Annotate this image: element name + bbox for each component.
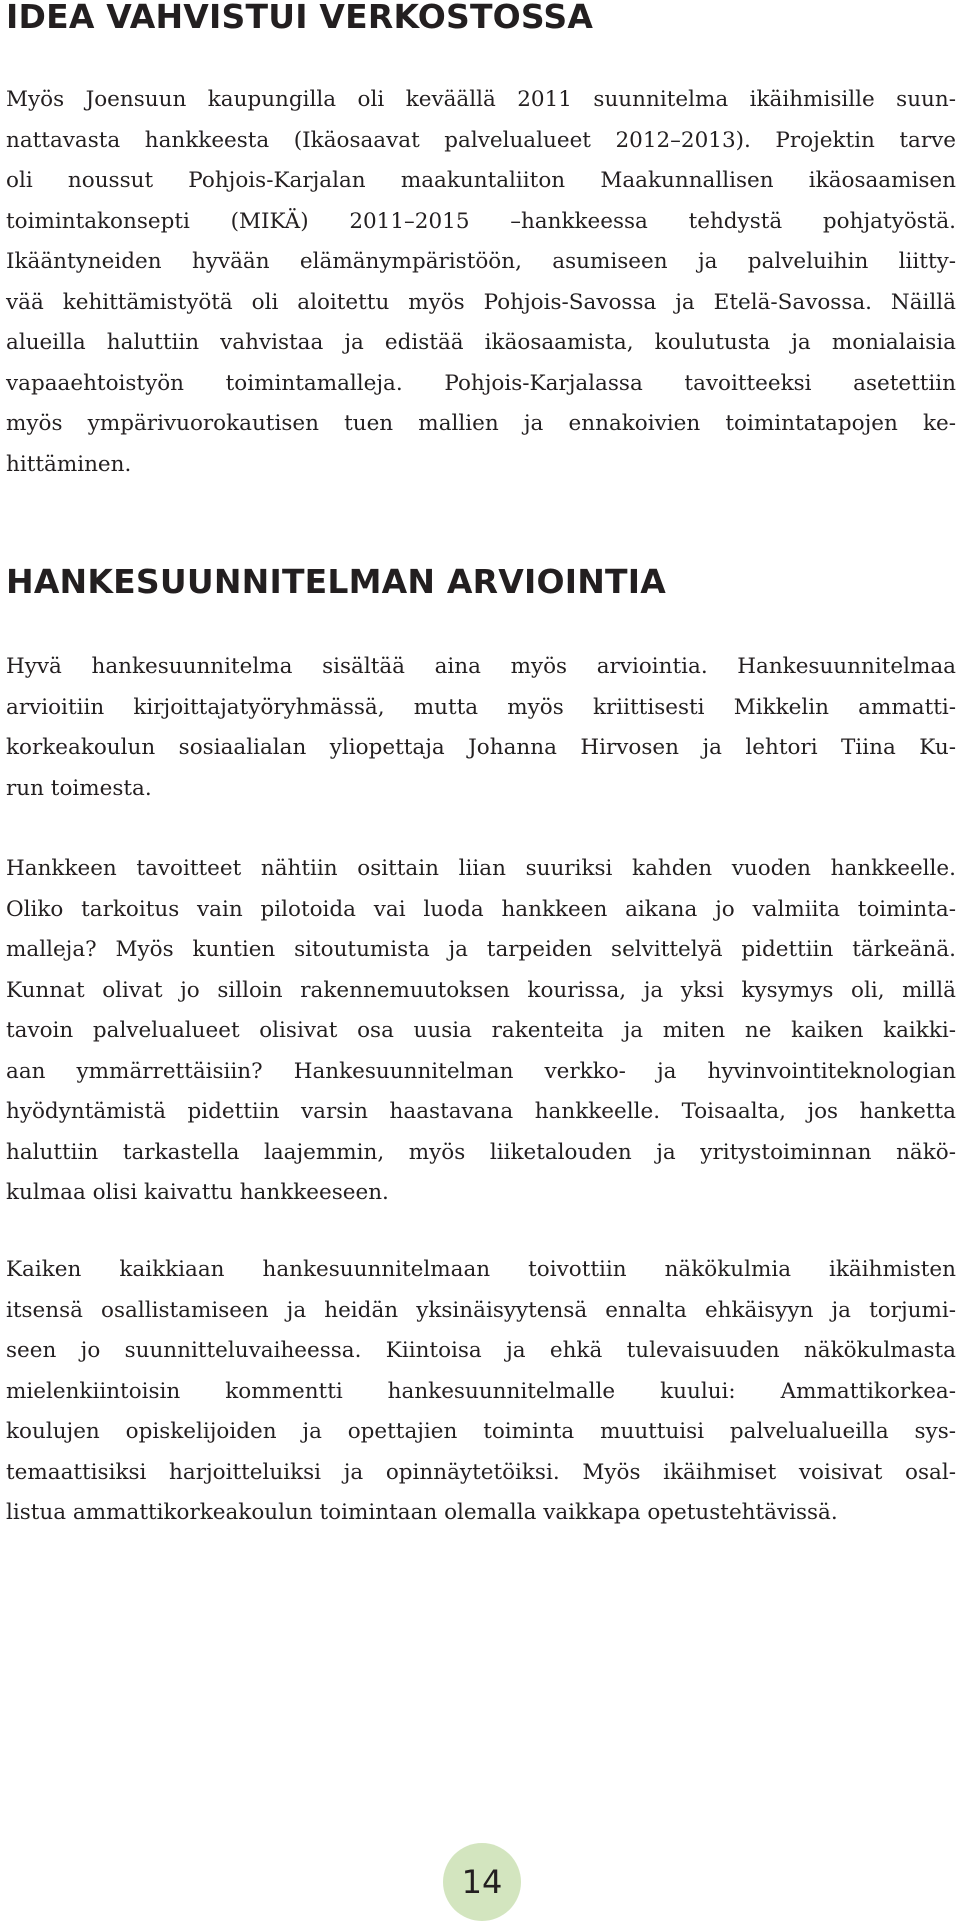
text-line: myös ympärivuorokautisen tuen mallien ja ennakoivien toimintatapojen ke- — [6, 411, 956, 436]
text-line: oli noussut Pohjois-Karjalan maakuntaliiton Maakunnallisen ikäosaamisen — [6, 168, 956, 193]
text-line: itsensä osallistamiseen ja heidän yksinäisyytensä ennalta ehkäisyyn ja torjumi- — [6, 1297, 956, 1323]
text-line: nattavasta hankkeesta (Ikäosaavat palvelualueet 2012–2013). Projektin tarve — [6, 127, 956, 153]
text-line: Kaiken kaikkiaan hankesuunnitelmaan toivottiin näkökulmia ikäihmisten — [6, 1257, 956, 1282]
paragraph-arviointi-1 — [6, 647, 956, 809]
paragraph-arviointi-3 — [6, 1250, 956, 1534]
text-line: Ikääntyneiden hyvään elämänympäristöön, asumiseen ja palveluihin liitty- — [6, 249, 956, 274]
text-line: malleja? Myös kuntien sitoutumista ja tarpeiden selvittelyä pidettiin tärkeänä. — [6, 937, 956, 962]
text-line: haluttiin tarkastella laajemmin, myös liiketalouden ja yritystoiminnan näkö- — [6, 1139, 956, 1165]
text-line: vää kehittämistyötä oli aloitettu myös Pohjois-Savossa ja Etelä-Savossa. Näillä — [6, 289, 956, 315]
text-line: Oliko tarkoitus vain pilotoida vai luoda hankkeen aikana jo valmiita toiminta- — [6, 896, 956, 922]
text-line: vapaaehtoistyön toimintamalleja. Pohjois-Karjalassa tavoitteeksi asetettiin — [6, 370, 956, 396]
text-line: listua ammattikorkeakoulun toimintaan olemalla vaikkapa opetustehtävissä. — [6, 1500, 838, 1525]
paragraph-idea — [6, 80, 956, 485]
text-line: hittäminen. — [6, 451, 132, 477]
text-line: tavoin palvelualueet olisivat osa uusia rakenteita ja miten ne kaiken kaikki- — [6, 1018, 956, 1043]
text-line: mielenkiintoisin kommentti hankesuunnitelmalle kuului: Ammattikorkea- — [6, 1378, 956, 1404]
text-line: Kunnat olivat jo silloin rakennemuutoksen kourissa, ja yksi kysymys oli, millä — [6, 977, 956, 1003]
text-line: seen jo suunnitteluvaiheessa. Kiintoisa ja ehkä tulevaisuuden näkökulmasta — [6, 1338, 956, 1363]
paragraph-arviointi-2 — [6, 849, 956, 1214]
text-line: run toimesta. — [6, 775, 152, 801]
text-line: Hankkeen tavoitteet nähtiin osittain liian suuriksi kahden vuoden hankkeelle. — [6, 856, 956, 881]
text-line: kulmaa olisi kaivattu hankkeeseen. — [6, 1180, 389, 1205]
text-line: toimintakonsepti (MIKÄ) 2011–2015 –hankkeessa tehdystä pohjatyöstä. — [6, 208, 956, 234]
text-line: hyödyntämistä pidettiin varsin haastavana hankkeelle. Toisaalta, jos hanketta — [6, 1099, 956, 1124]
text-line: alueilla haluttiin vahvistaa ja edistää ikäosaamista, koulutusta ja monialaisia — [6, 330, 956, 355]
section-heading-hankesuunnitelman-arviointia: HANKESUUNNITELMAN ARVIOINTIA — [6, 562, 666, 601]
page-number-badge: 14 — [443, 1843, 521, 1921]
text-line: Myös Joensuun kaupungilla oli keväällä 2011 suunnitelma ikäihmisille suun- — [6, 87, 956, 112]
text-line: arvioitiin kirjoittajatyöryhmässä, mutta myös kriittisesti Mikkelin ammatti- — [6, 694, 956, 720]
text-line: aan ymmärrettäisiin? Hankesuunnitelman verkko- ja hyvinvointiteknologian — [6, 1058, 956, 1084]
text-line: koulujen opiskelijoiden ja opettajien toiminta muuttuisi palvelualueilla sys- — [6, 1419, 956, 1444]
text-line: korkeakoulun sosiaalialan yliopettaja Johanna Hirvosen ja lehtori Tiina Ku- — [6, 735, 956, 760]
text-line: temaattisiksi harjoitteluiksi ja opinnäytetöiksi. Myös ikäihmiset voisivat osal- — [6, 1459, 956, 1485]
section-heading-idea-vahvistui: IDEA VAHVISTUI VERKOSTOSSA — [6, 0, 594, 36]
text-line: Hyvä hankesuunnitelma sisältää aina myös arviointia. Hankesuunnitelmaa — [6, 654, 956, 679]
